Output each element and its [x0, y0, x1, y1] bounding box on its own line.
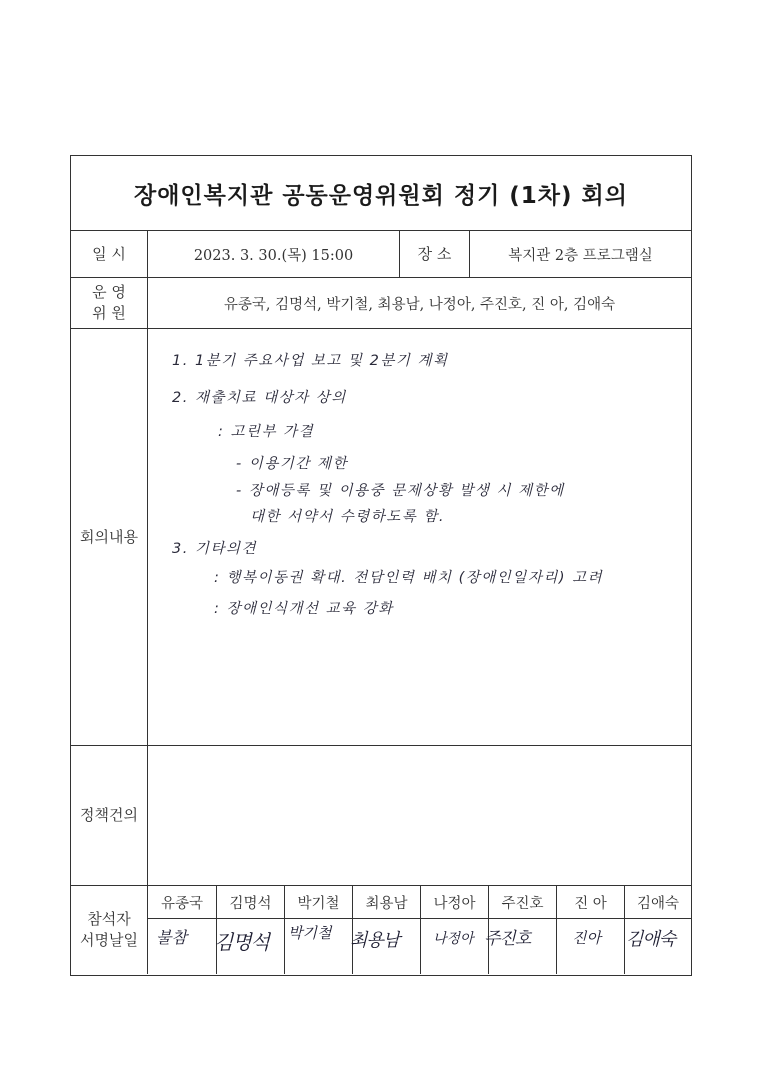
- datetime-value: 2023. 3. 30.(목) 15:00: [193, 247, 354, 264]
- signature: 나정아: [433, 931, 474, 947]
- content-row: [71, 329, 691, 746]
- committee-row: [71, 278, 691, 329]
- attendee-name: 주진호: [489, 886, 557, 918]
- attendee-name: 최용남: [353, 886, 421, 918]
- attendee-names-row: [148, 886, 691, 919]
- content-line: : 행복이동권 확대. 전담인력 배치 (장애인일자리) 고려: [214, 570, 604, 586]
- policy-row: [71, 746, 691, 886]
- content-body: [148, 329, 691, 745]
- content-line: - 장애등록 및 이용중 문제상황 발생 시 제한에: [236, 483, 565, 499]
- attendee-label-1: 참석자: [87, 910, 131, 928]
- place-label: 장 소: [417, 244, 452, 263]
- attendee-name: 박기철: [285, 886, 353, 918]
- attendee-row: [71, 886, 691, 974]
- place-value: 복지관 2층 프로그램실: [508, 247, 653, 264]
- title-row: [71, 156, 691, 231]
- signature: 주진호: [484, 929, 531, 949]
- content-line: 2. 재출치료 대상자 상의: [172, 390, 347, 406]
- content-line: - 이용기간 제한: [236, 456, 348, 472]
- datetime-row: [71, 231, 691, 278]
- attendee-name: 유종국: [148, 886, 217, 918]
- signature: 김명석: [214, 930, 269, 954]
- attendee-signatures-row: [148, 918, 691, 974]
- meeting-minutes-form: [70, 155, 692, 976]
- attendee-label-2: 서명날일: [80, 931, 138, 949]
- attendee-name: 진 아: [557, 886, 625, 918]
- attendee-name: 김애숙: [636, 895, 680, 912]
- signature: 김애숙: [626, 929, 676, 950]
- signature: 최용남: [350, 930, 400, 951]
- attendee-name: 김명석: [217, 886, 285, 918]
- content-line: : 장애인식개선 교육 강화: [214, 601, 394, 617]
- committee-members: 유종국, 김명석, 박기철, 최용남, 나정아, 주진호, 진 아, 김애숙: [223, 296, 616, 313]
- signature: 불참: [156, 928, 187, 947]
- content-line: 대한 서약서 수령하도록 함.: [250, 509, 446, 525]
- committee-label-2: 위 원: [92, 304, 126, 322]
- content-line: : 고린부 가결: [218, 424, 315, 440]
- policy-label: 정책건의: [80, 806, 138, 824]
- content-label: 회의내용: [80, 527, 138, 546]
- attendee-name: 나정아: [421, 886, 489, 918]
- document-title: 장애인복지관 공동운영위원회 정기 (1차) 회의: [134, 182, 628, 209]
- content-line: 3. 기타의견: [172, 541, 257, 557]
- signature: 박기철: [288, 924, 332, 942]
- datetime-label: 일 시: [92, 244, 126, 263]
- content-line: 1. 1분기 주요사업 보고 및 2분기 계획: [172, 353, 449, 369]
- signature: 진아: [572, 929, 601, 947]
- committee-label-1: 운 영: [92, 283, 126, 301]
